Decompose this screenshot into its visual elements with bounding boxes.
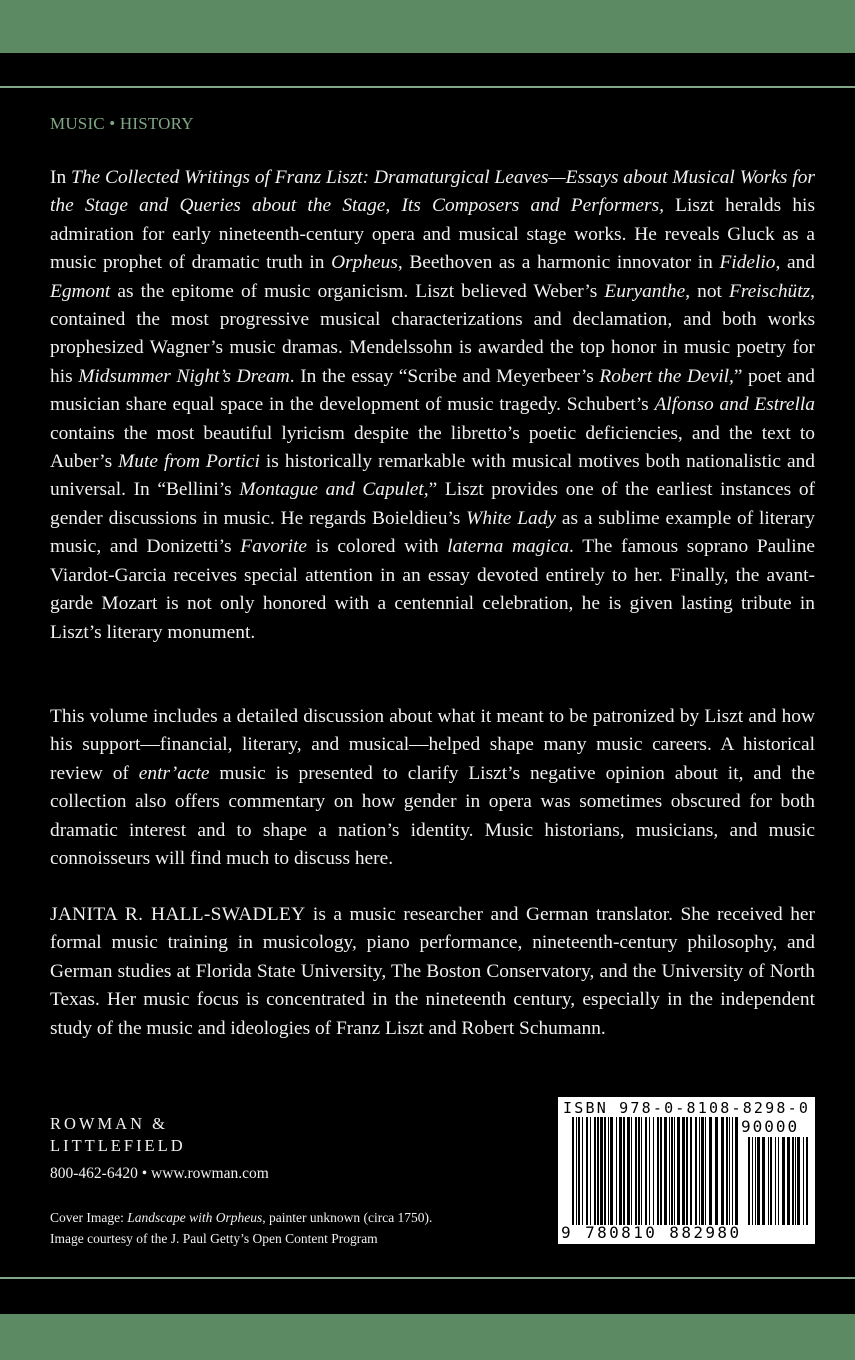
barcode-bar [682, 1117, 685, 1225]
p1-segment: White Lady [466, 507, 557, 529]
bottom-green-band [0, 1314, 855, 1360]
p1-segment: . The famous soprano Pauline Viardot-Garcia receives special attention in an essay devoted entirely to her. Finally, the avant-garde Mozart is not only honored with a centennial celebration, he is given lasting tribute in Liszt’s literary monument. [50, 536, 815, 643]
barcode-bar [695, 1117, 697, 1225]
description-paragraph-2 [50, 703, 815, 873]
top-green-band [0, 0, 855, 53]
p1-segment: , contained the most progressive musical characterizations and declamation, and both works prophesized Wagner’s music dramas. Mendelssohn is awarded the top honor in music poetry for his [50, 280, 816, 387]
barcode-bar [600, 1117, 603, 1225]
barcode-bar [686, 1117, 688, 1225]
barcode-bar [653, 1117, 654, 1225]
barcode-bar [586, 1117, 588, 1225]
p2-segment: music is presented to clarify Liszt’s negative opinion about it, and the collection also offers commentary on how gender in opera was sometimes obscured for both dramatic interest and to shape a nation’s identity. Music historians, musicians, and music connoisseurs will find much to discuss here. [50, 762, 815, 870]
barcode-bar [701, 1117, 704, 1225]
barcode-bar [778, 1137, 779, 1225]
author-bio: is a music researcher and German translator. She received her formal music training in musicology, piano performance, nineteenth-century philosophy, and German studies at Florida State University, The Boston Conservatory, and the University of North Texas. Her music focus is concentrated in the nineteenth century, especially in the independent study of the music and ideologies of Franz Liszt and Robert Schumann. [50, 904, 815, 1039]
price-code: 90000 [741, 1117, 800, 1136]
barcode-bar [803, 1137, 804, 1225]
p1-segment: Alfonso and Estrella [654, 394, 815, 416]
p1-segment: , not [685, 280, 729, 302]
barcode-bar [735, 1117, 738, 1225]
category-label: MUSIC • HISTORY [50, 114, 194, 133]
barcode-bar [631, 1117, 632, 1225]
p1-segment: Robert the Devil, [599, 365, 734, 387]
barcode-bar [770, 1137, 772, 1225]
barcode-bar [616, 1117, 617, 1225]
p1-segment: Montague and Capulet, [239, 479, 429, 501]
credit-title: Landscape with Orpheus [127, 1210, 263, 1225]
barcode-bar [762, 1137, 765, 1225]
p1-segment: ” Liszt provides one of the earliest instances of gender discussions in music. He regards Boieldieu’s [50, 479, 815, 529]
barcode-bar [768, 1137, 769, 1225]
p1-segment: Liszt heralds his admiration for early nineteenth-century opera and musical stage works. He reveals Gluck as a music prophet of dramatic truth in [50, 195, 815, 274]
barcode-bar [623, 1117, 625, 1225]
credit-courtesy: Image courtesy of the J. Paul Getty’s Open Content Program [50, 1231, 378, 1246]
p1-segment: . In the essay “Scribe and Meyerbeer’s [289, 365, 600, 387]
p1-segment: is historically remarkable with musical motives both nationalistic and universal. In “Bellini’s [50, 451, 815, 501]
p1-segment: is colored with [307, 536, 448, 558]
barcode-digits: 9 780810 882980 [561, 1223, 742, 1242]
p1-segment: Midsummer Night’s Dream [78, 365, 290, 387]
barcode-bar [610, 1117, 613, 1225]
barcode-bar [748, 1137, 750, 1225]
barcode-bar [660, 1117, 662, 1225]
barcode-bar [590, 1117, 591, 1225]
p1-segment: contains the most beautiful lyricism despite the libretto’s poetic deficiencies, and the text to Auber’s [50, 422, 815, 473]
barcode-bar [705, 1117, 706, 1225]
barcode-bar [709, 1117, 712, 1225]
publisher-contact: 800-462-6420 • www.rowman.com [50, 1165, 269, 1182]
barcode-bar [726, 1117, 728, 1225]
p2-segment: entr’acte [138, 762, 210, 784]
cover-image-credit [50, 1207, 432, 1249]
barcode-bar [576, 1117, 577, 1225]
barcode-bar [578, 1117, 580, 1225]
barcode-bar [752, 1137, 753, 1225]
barcode-bar [608, 1117, 609, 1225]
barcode-bar [732, 1117, 733, 1225]
addon-barcode-bars [748, 1137, 808, 1225]
barcode-bar [627, 1117, 630, 1225]
p1-segment: Fidelio [719, 252, 776, 274]
p1-segment: laterna magica [447, 536, 570, 558]
p1-segment: Egmont [50, 280, 111, 302]
barcode-bar [699, 1117, 700, 1225]
p1-segment: ” poet and musician share equal space in the development of music tragedy. Schubert’s [50, 365, 815, 416]
barcode-bar [572, 1117, 574, 1225]
barcode-bar [721, 1117, 724, 1225]
barcode-bar [795, 1137, 796, 1225]
barcode-bar [649, 1117, 650, 1225]
barcode-bar [582, 1117, 583, 1225]
p1-segment: Euryanthe [604, 280, 686, 302]
barcode-bar [671, 1117, 673, 1225]
barcode-bar [657, 1117, 659, 1225]
barcode-bar [597, 1117, 599, 1225]
p1-segment: as a sublime example of literary music, and Donizetti’s [50, 507, 815, 558]
p1-segment: The Collected Writings of Franz Liszt: Dramaturgical Leaves—Essays about Musical Works for the Stage and Queries about the Stage, Its Composers and Performers, [50, 167, 815, 217]
p1-segment: as the epitome of music organicism. Liszt believed Weber’s [110, 280, 605, 302]
barcode-bar [806, 1137, 808, 1225]
barcode-bar [594, 1117, 596, 1225]
p1-segment: Orpheus [331, 252, 398, 274]
barcode-bar [729, 1117, 730, 1225]
barcode-bar [664, 1117, 667, 1225]
barcode-bar [674, 1117, 675, 1225]
credit-suffix: , painter unknown (circa 1750). [262, 1210, 433, 1225]
barcode-bar [635, 1117, 637, 1225]
p1-segment: In [50, 167, 72, 188]
barcode-bars [572, 1117, 740, 1225]
publisher-logo [50, 1113, 186, 1157]
p1-segment: , Beethoven as a harmonic innovator in [397, 252, 720, 274]
bottom-divider [0, 1277, 855, 1279]
barcode-bar [604, 1117, 606, 1225]
publisher-name-line-2: LITTLEFIELD [50, 1136, 186, 1155]
p1-segment: Mute from Portici [118, 451, 260, 473]
credit-prefix: Cover Image: [50, 1210, 128, 1225]
top-divider [0, 86, 855, 88]
barcode-bar [755, 1137, 756, 1225]
barcode-bar [782, 1137, 785, 1225]
isbn-barcode [558, 1097, 815, 1244]
barcode-bar [641, 1117, 642, 1225]
barcode-bar [677, 1117, 680, 1225]
p1-segment: Freischütz [729, 280, 811, 302]
isbn-text: ISBN 978-0-8108-8298-0 [563, 1099, 811, 1117]
barcode-bar [715, 1117, 718, 1225]
barcode-bar [775, 1137, 776, 1225]
author-name: JANITA R. HALL-SWADLEY [50, 904, 306, 925]
barcode-bar [757, 1137, 760, 1225]
p1-segment: Favorite [240, 536, 308, 558]
barcode-bar [669, 1117, 670, 1225]
description-paragraph-1 [50, 164, 815, 647]
barcode-bar [645, 1117, 647, 1225]
barcode-bar [792, 1137, 794, 1225]
barcode-bar [787, 1137, 790, 1225]
publisher-name-line-1: ROWMAN & [50, 1114, 168, 1133]
barcode-bar [797, 1137, 800, 1225]
barcode-bar [690, 1117, 692, 1225]
p2-segment: This volume includes a detailed discussion about what it meant to be patronized by Liszt and how his support—financial, literary, and musical—helped shape many music careers. A historical review of [50, 706, 815, 784]
barcode-bar [638, 1117, 640, 1225]
p1-segment: , and [775, 252, 815, 274]
author-bio-paragraph [50, 901, 815, 1043]
barcode-bar [619, 1117, 622, 1225]
